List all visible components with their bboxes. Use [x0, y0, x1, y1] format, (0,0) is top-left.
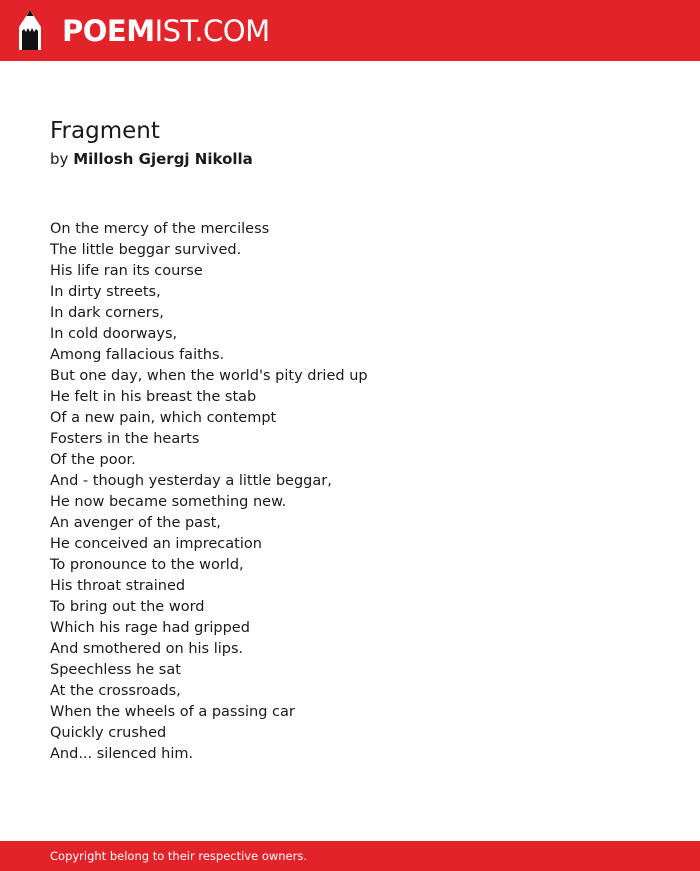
brand-light-text: IST.COM — [154, 14, 270, 48]
copyright-notice: Copyright belong to their respective owners. — [50, 849, 308, 863]
poem-line: And smothered on his lips. — [50, 641, 244, 657]
poem-line: An avenger of the past, — [50, 515, 221, 531]
poem-line: Speechless he sat — [50, 662, 181, 678]
site-brand-link[interactable] — [62, 11, 270, 51]
by-label: by — [50, 150, 69, 168]
poem-line: In dark corners, — [50, 305, 164, 321]
poem-line: At the crossroads, — [50, 683, 181, 699]
poem-title: Fragment — [50, 118, 160, 144]
poem-line: But one day, when the world's pity dried up — [50, 368, 368, 384]
brand-bold-text: POEM — [62, 14, 155, 48]
poem-line: Which his rage had gripped — [50, 620, 250, 636]
poem-line: To bring out the word — [50, 599, 205, 615]
site-footer — [0, 841, 700, 871]
poem-line: In cold doorways, — [50, 326, 178, 342]
poem-line: Among fallacious faiths. — [50, 347, 225, 363]
pencil-logo-icon[interactable] — [17, 9, 43, 51]
site-header — [0, 0, 700, 61]
poem-line: Of a new pain, which contempt — [50, 410, 277, 426]
poem-author: Millosh Gjergj Nikolla — [73, 150, 253, 168]
poem-line: Fosters in the hearts — [50, 431, 200, 447]
poem-line: When the wheels of a passing car — [50, 704, 295, 720]
poem-line: His throat strained — [50, 578, 186, 594]
poem-line: He conceived an imprecation — [50, 536, 262, 552]
poem-line: The little beggar survived. — [50, 242, 242, 258]
poem-line: And... silenced him. — [50, 746, 194, 762]
poem-line: His life ran its course — [50, 263, 203, 279]
poem-line: And - though yesterday a little beggar, — [50, 473, 332, 489]
poem-line: On the mercy of the merciless — [50, 221, 270, 237]
poem-byline — [50, 148, 253, 170]
poem-line: He now became something new. — [50, 494, 287, 510]
poem-line: Quickly crushed — [50, 725, 167, 741]
poem-line: Of the poor. — [50, 452, 136, 468]
poem-line: To pronounce to the world, — [50, 557, 244, 573]
poem-line: He felt in his breast the stab — [50, 389, 257, 405]
poem-line: In dirty streets, — [50, 284, 161, 300]
poem-body — [50, 219, 368, 765]
